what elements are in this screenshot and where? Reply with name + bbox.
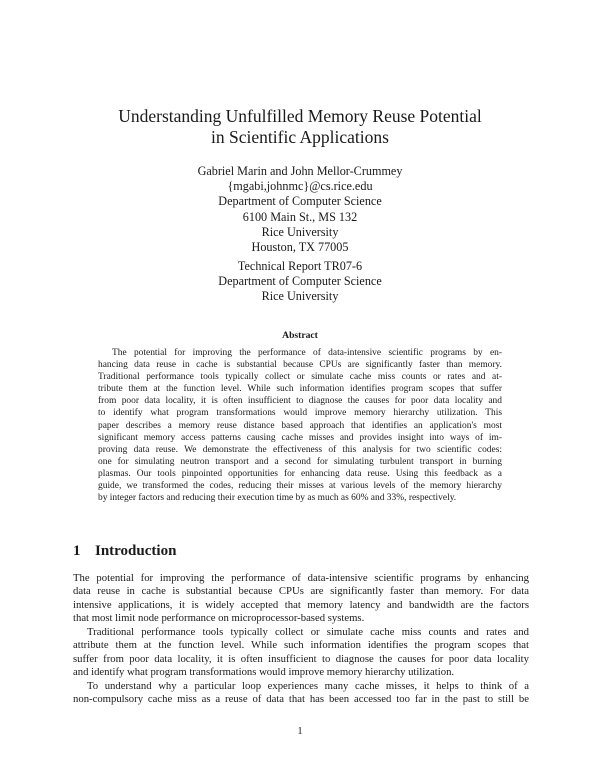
section-number: 1 — [73, 543, 81, 559]
report-number: Technical Report TR07-6 — [237, 259, 363, 273]
abstract-line: from poor data locality, it is often insufficient to diagnose the causes for poor data locality and — [98, 396, 502, 407]
author-email: {mgabi,johnmc}@cs.rice.edu — [227, 179, 373, 194]
author-street: 6100 Main St., MS 132 — [242, 209, 358, 224]
abstract-line: guide, we transformed the codes, reducing their misses at various levels of the memory hierarchy — [98, 481, 502, 492]
paragraph-line: non-compulsory cache miss as a reuse of data that has been accessed too far in the past to still be — [73, 692, 529, 705]
abstract-heading: Abstract — [282, 330, 318, 341]
paragraph-line: The potential for improving the performance of data-intensive scientific programs by enhancing — [73, 572, 529, 584]
paragraph-line: To understand why a particular loop experiences many cache misses, it helps to think of a — [87, 679, 529, 692]
author-university: Rice University — [261, 224, 339, 239]
abstract-line: plasmas. Our tools pinpointed opportunities for enhancing data reuse. Using this feedback as a — [98, 468, 502, 479]
introduction-body — [73, 572, 529, 706]
paper-title — [0, 106, 600, 148]
report-university: Rice University — [261, 289, 339, 304]
report-block — [0, 259, 600, 305]
abstract-line: significant memory access patterns causing cache misses and provides insight into ways of im- — [98, 432, 502, 443]
abstract-line: tribute them at the function level. While such information identifies program scopes that suffer — [98, 384, 502, 395]
title-line-2: in Scientific Applications — [211, 127, 389, 147]
abstract-line: hancing data reuse in cache is substantial because CPUs are significantly faster than memory. — [98, 360, 502, 371]
report-department: Department of Computer Science — [218, 274, 382, 289]
title-line-1: Understanding Unfulfilled Memory Reuse Potential — [118, 106, 482, 126]
paragraph-line: that most limit node performance on microprocessor-based systems. — [73, 612, 365, 625]
abstract-line: by integer factors and reducing their execution time by as much as 60% and 33%, respectively. — [98, 493, 457, 504]
section-heading — [73, 543, 176, 560]
abstract-line: The potential for improving the performance of data-intensive scientific programs by en- — [112, 348, 502, 358]
paragraph-line: and identify what program transformations would improve memory hierarchy utilization. — [73, 666, 455, 679]
paragraph-line: data reuse in cache is substantial because CPUs are significantly faster than memory. For data — [73, 585, 529, 598]
paragraph-line: suffer from poor data locality, it is often insufficient to diagnose the causes for poor data locality — [73, 652, 529, 665]
section-title: Introduction — [95, 543, 177, 559]
paragraph-line: attribute them at the function level. While such information identifies the program scopes that — [73, 639, 529, 652]
abstract-line: Traditional performance tools typically collect or simulate cache miss counts or rates and at- — [98, 372, 502, 383]
abstract-body — [98, 347, 502, 504]
author-department: Department of Computer Science — [218, 194, 382, 209]
author-names: Gabriel Marin and John Mellor-Crummey — [197, 164, 403, 178]
abstract-line: paper describes a memory reuse distance based approach that identifies an application's most — [98, 420, 502, 431]
paragraph-line: Traditional performance tools typically collect or simulate cache miss counts and rates and — [87, 625, 529, 638]
paragraph-line: intensive applications, it is widely accepted that memory latency and bandwidth are the factors — [73, 598, 529, 611]
abstract-line: to identify what program transformations would improve memory hierarchy utilization. This — [98, 408, 502, 419]
abstract-line: proving data reuse. We demonstrate the effectiveness of this analysis for two scientific codes: — [98, 444, 502, 455]
page-number: 1 — [297, 726, 303, 737]
abstract-line: one for simulating neutron transport and a second for simulating turbulent transport in burning — [98, 456, 502, 467]
author-city: Houston, TX 77005 — [251, 240, 349, 255]
author-block — [0, 164, 600, 255]
